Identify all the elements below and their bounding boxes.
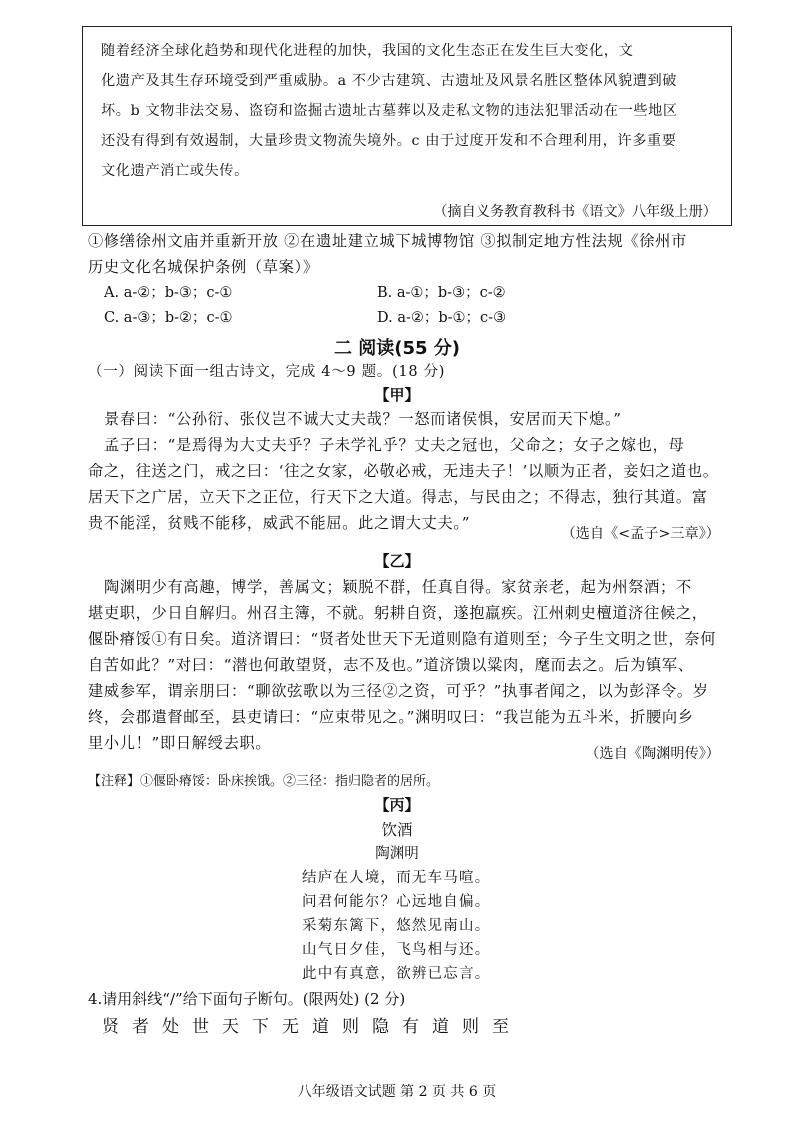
passage-yi-line: 里小儿！”即日解绶去职。 [88, 734, 272, 752]
passage-yi-line: 偃卧瘠馁①有日矣。道济谓曰：“贤者处世天下无道则隐有道则至；今子生文明之世，奈何 [88, 630, 717, 648]
box-text-line: 随着经济全球化趋势和现代化进程的加快，我国的文化生态正在发生巨大变化，文 [101, 43, 634, 59]
passage-jia-line: 景春曰：“公孙衍、张仪岂不诚大丈夫哉？一怒而诸侯惧，安居而天下熄。” [104, 410, 622, 428]
section-title: 二 阅读(55 分) [333, 338, 461, 359]
box-source: （摘自义务教育教科书《语文》八年级上册） [433, 204, 717, 220]
passage-yi-line: 陶渊明少有高趣，博学，善属文；颖脱不群，任真自得。家贫亲老，起为州祭酒；不 [104, 578, 692, 596]
poem-line: 此中有真意，欲辨已忘言。 [302, 966, 491, 982]
box-text-line: 文化遗产消亡或失传。 [101, 163, 249, 179]
question-4-sentence: 贤 者 处 世 天 下 无 道 则 隐 有 道 则 至 [102, 1017, 513, 1037]
measures-line: ①修缮徐州文庙并重新开放 ②在遗址建立城下城博物馆 ③拟制定地方性法规《徐州市 [88, 232, 687, 250]
passage-yi-line: 建威参军，谓亲朋曰：“聊欲弦歌以为三径②之资，可乎？”执事者闻之，以为彭泽令。岁 [88, 682, 709, 700]
passage-label-bing: 【丙】 [374, 796, 420, 814]
option-b: B. a-①；b-③；c-② [377, 285, 506, 301]
passage-yi-source: （选自《陶渊明传》） [585, 746, 720, 762]
poem-title: 饮酒 [381, 821, 413, 839]
poem-line: 采菊东篱下，悠然见南山。 [302, 918, 491, 934]
passage-yi-line: 自苦如此？”对曰：“潜也何敢望贤，志不及也。”道济馈以粱肉，麾而去之。后为镇军、 [88, 656, 694, 674]
box-text-line: 还没有得到有效遏制，大量珍贵文物流失境外。c 由于过度开发和不合理利用，许多重要 [101, 133, 677, 149]
passage-label-yi: 【乙】 [374, 552, 420, 570]
option-c: C. a-③；b-②；c-① [104, 310, 233, 326]
annotation-note: 【注释】①偃卧瘠馁：卧床挨饿。②三径：指归隐者的居所。 [88, 774, 440, 789]
poem-line: 山气日夕佳，飞鸟相与还。 [302, 942, 491, 958]
option-d: D. a-②；b-①；c-③ [377, 310, 507, 326]
poem-line: 结庐在人境，而无车马喧。 [302, 870, 491, 886]
passage-yi-line: 堪吏职，少日自解归。州召主簿，不就。躬耕自资，遂抱羸疾。江州刺史檀道济往候之， [88, 604, 708, 622]
passage-jia-line: 居天下之广居，立天下之正位，行天下之大道。得志，与民由之；不得志，独行其道。富 [88, 488, 708, 506]
passage-jia-source: （选自《<孟子>三章》） [561, 526, 720, 542]
passage-yi-line: 终，会郡遣督邮至，县吏请曰：“应束带见之。”渊明叹曰：“我岂能为五斗米，折腰向乡 [88, 708, 694, 726]
passage-label-jia: 【甲】 [374, 386, 420, 404]
page-footer: 八年级语文试题 第 2 页 共 6 页 [297, 1084, 497, 1100]
measures-line: 历史文化名城保护条例（草案）》 [88, 258, 319, 276]
material-box [82, 26, 732, 226]
passage-jia-line: 贵不能淫，贫贱不能移，威武不能屈。此之谓大丈夫。” [88, 514, 471, 532]
box-text-line: 化遗产及其生存环境受到严重威胁。a 不少古建筑、古遗址及风景名胜区整体风貌遭到破 [101, 73, 678, 89]
passage-jia-line: 孟子曰：“是焉得为大丈夫乎？子未学礼乎？丈夫之冠也，父命之；女子之嫁也，母 [104, 436, 685, 454]
poem-line: 问君何能尔？心远地自偏。 [302, 894, 491, 910]
subsection-instruction: （一）阅读下面一组古诗文，完成 4～9 题。(18 分) [88, 364, 446, 380]
passage-jia-line: 命之，往送之门，戒之曰：‘往之女家，必敬必戒，无违夫子！’以顺为正者，妾妇之道也。 [88, 462, 719, 480]
option-a: A. a-②；b-③；c-① [104, 285, 233, 301]
question-4: 4.请用斜线“/”给下面句子断句。(限两处) (2 分) [88, 990, 406, 1008]
box-text-line: 坏。b 文物非法交易、盗窃和盗掘古遗址古墓葬以及走私文物的违法犯罪活动在一些地区 [101, 103, 678, 119]
poem-author: 陶渊明 [375, 846, 419, 862]
